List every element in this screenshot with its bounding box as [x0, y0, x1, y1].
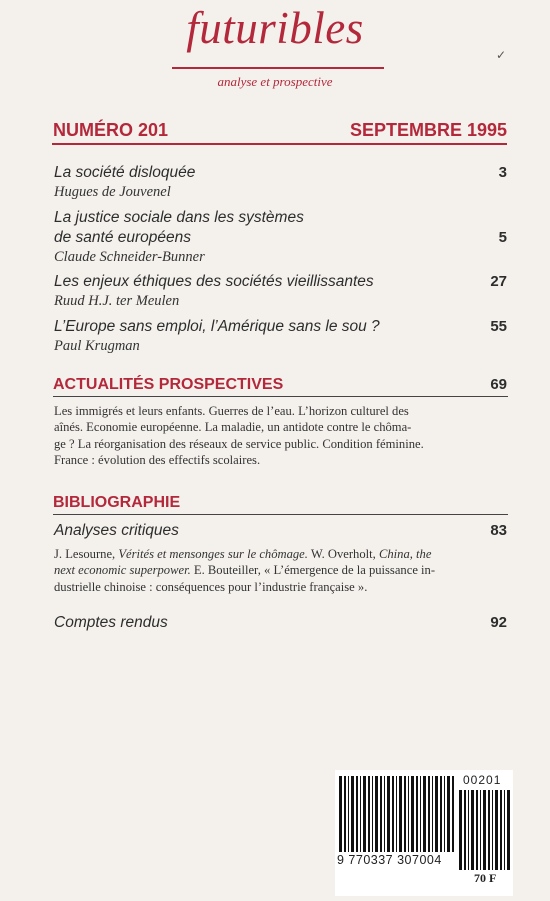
actualites-summary [54, 403, 508, 469]
summary-line: aînés. Economie européenne. La maladie, un antidote contre le chôma- [54, 420, 412, 435]
analyses-line: J. Lesourne, Vérités et mensonges sur le chômage. W. Overholt, China, the [54, 547, 432, 561]
article-author: Claude Schneider-Bunner [54, 249, 205, 265]
section-rule [53, 514, 508, 515]
comptes-title: Comptes rendus [54, 614, 168, 631]
analyses-summary [54, 546, 508, 595]
book-title: Vérités et mensonges sur le chômage. [118, 547, 308, 561]
analyses-title: Analyses critiques [54, 522, 179, 539]
section-heading-actualites: ACTUALITÉS PROSPECTIVES [53, 376, 284, 393]
summary-line: ge ? La réorganisation des réseaux de service public. Condition féminine. [54, 436, 424, 451]
article-title: L’Europe sans emploi, l’Amérique sans le sou ? [54, 318, 380, 335]
article-title-cont: de santé européens [54, 229, 192, 246]
section-rule [53, 396, 508, 397]
article-page: 5 [498, 229, 507, 246]
journal-tagline: analyse et prospective [217, 74, 333, 89]
article-page: 27 [490, 273, 507, 290]
barcode-addon-number: 00201 [463, 773, 502, 787]
comptes-page: 92 [490, 614, 507, 631]
article-title: La justice sociale dans les systèmes [54, 209, 304, 226]
title-underline [172, 67, 384, 69]
analyses-line: dustrielle chinoise : conséquences pour l’industrie française ». [54, 579, 368, 594]
issue-number: NUMÉRO 201 [53, 120, 169, 140]
article-author: Ruud H.J. ter Meulen [54, 293, 180, 309]
article-page: 3 [498, 164, 507, 181]
book-title: next economic superpower. [54, 563, 191, 578]
summary-line: Les immigrés et leurs enfants. Guerres de l’eau. L’horizon culturel des [54, 404, 409, 418]
section-page: 69 [490, 376, 507, 393]
article-title: Les enjeux éthiques des sociétés vieillissantes [54, 273, 374, 290]
corner-mark: ✓ [496, 48, 507, 62]
analyses-page: 83 [490, 522, 507, 539]
article-author: Paul Krugman [54, 338, 140, 354]
journal-title: futuribles [186, 3, 364, 53]
barcode-number: 9 770337 307004 [337, 853, 442, 867]
price: 70 F [474, 871, 497, 885]
analyses-line: next economic superpower. E. Bouteiller, « L’émergence de la puissance in- [54, 563, 436, 578]
article-author: Hugues de Jouvenel [54, 184, 171, 200]
book-title: China, the [378, 547, 432, 561]
article-title: La société disloquée [54, 164, 196, 181]
issue-date: SEPTEMBRE 1995 [349, 120, 507, 140]
section-heading-bibliographie: BIBLIOGRAPHIE [53, 494, 181, 511]
summary-line: France : évolution des effectifs scolaires. [54, 453, 261, 468]
issue-rule [52, 143, 507, 145]
article-page: 55 [490, 318, 507, 335]
